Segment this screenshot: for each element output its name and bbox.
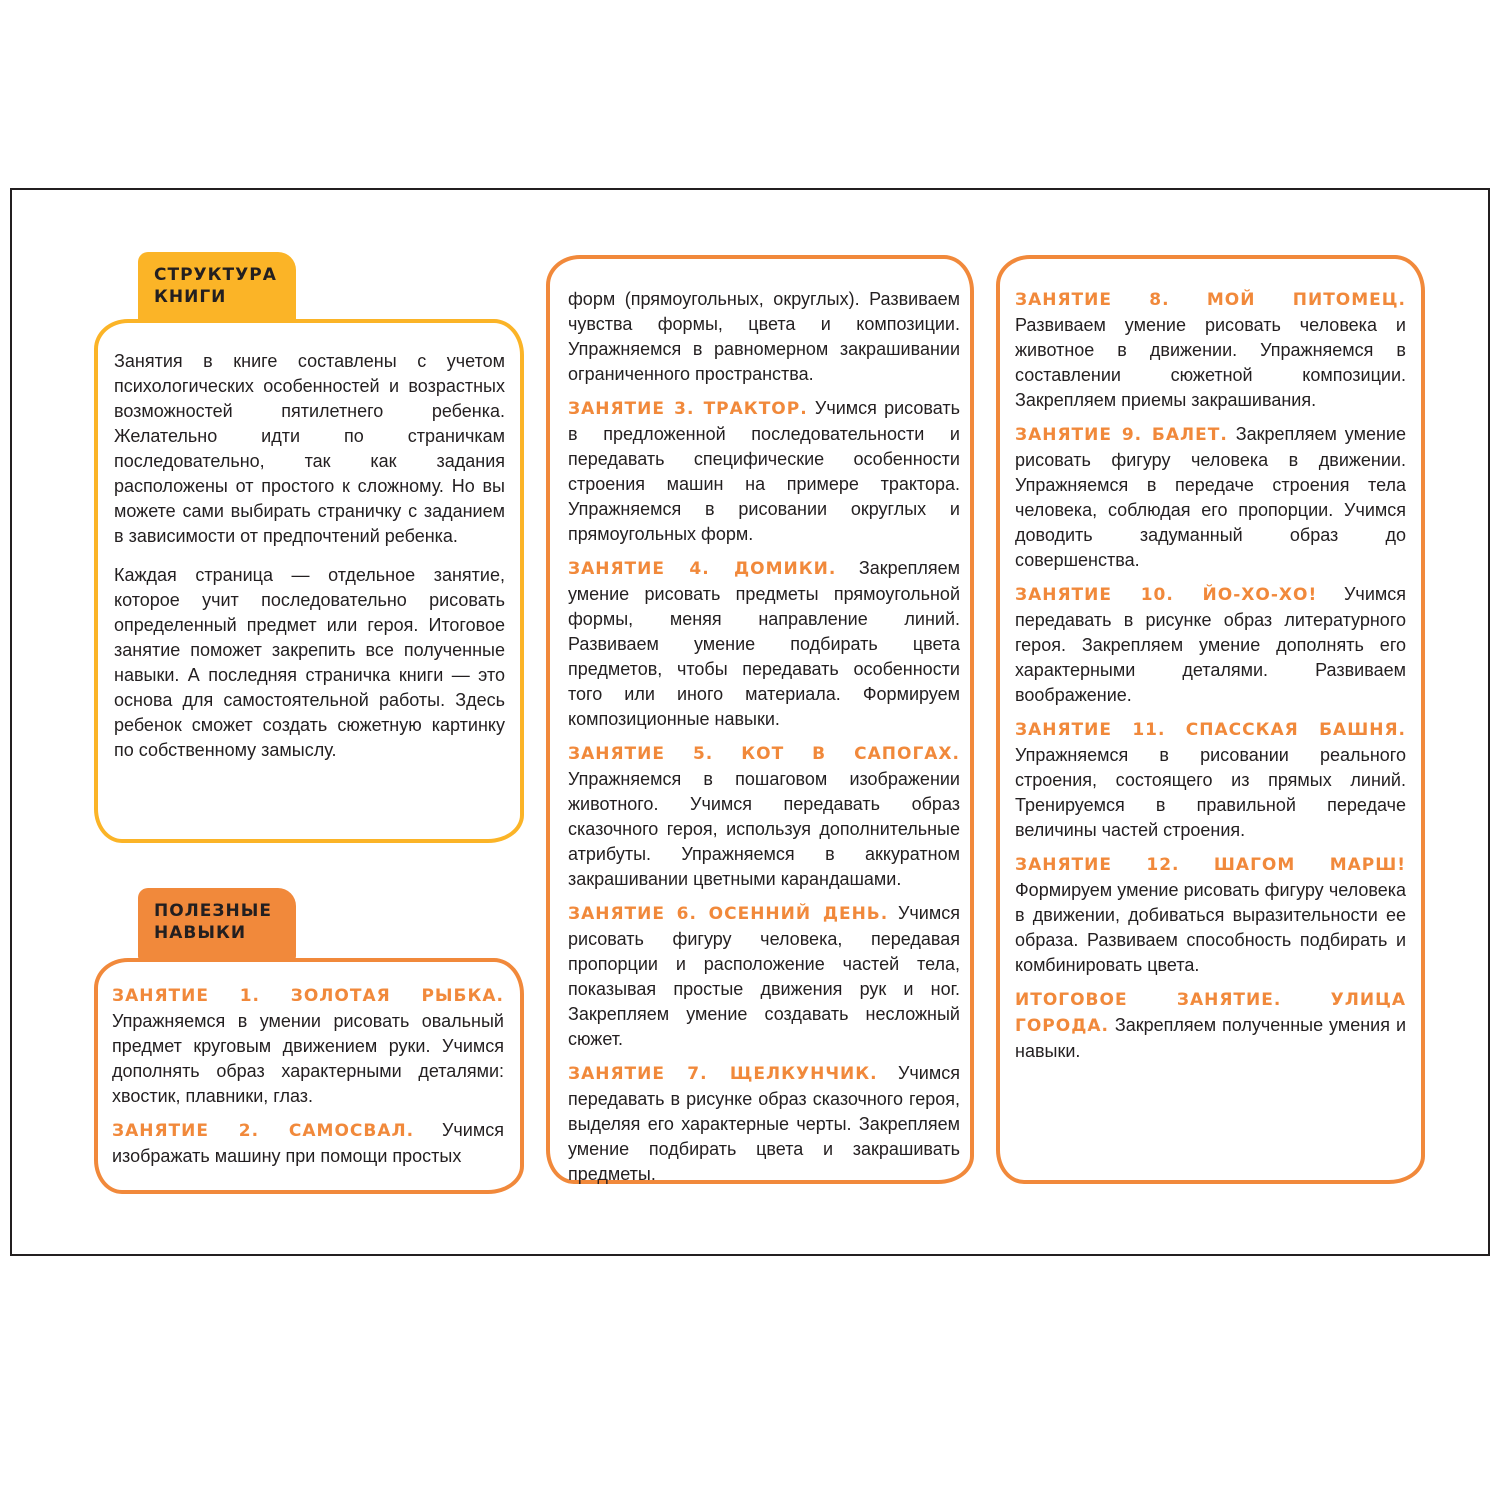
lesson-title: ИТОГОВОЕ ЗАНЯТИЕ. УЛИЦА ГОРОДА.	[1015, 990, 1406, 1036]
lesson-item	[568, 1061, 960, 1187]
lesson-item	[1015, 287, 1406, 413]
lesson-title: ЗАНЯТИЕ 2. САМОСВАЛ.	[112, 1121, 415, 1141]
lesson-description: Закрепляем умение рисовать фигуру человека в движении. Упражняемся в передаче строения тела человека, соблюдая его пропорции. Учимся доводить задуманный образ до совершенства.	[1015, 424, 1406, 570]
lesson-item	[568, 396, 960, 547]
skills-tab	[138, 888, 296, 962]
lesson-item	[568, 741, 960, 892]
lesson-item	[1015, 582, 1406, 708]
lesson-title: ЗАНЯТИЕ 5. КОТ В САПОГАХ.	[568, 744, 960, 764]
lesson-description: Упражняемся в умении рисовать овальный предмет круговым движением руки. Учимся дополнять образ характерными деталями: хвостик, плавники, глаз.	[112, 1011, 504, 1106]
structure-tab	[138, 252, 296, 326]
structure-tab-line2: КНИГИ	[154, 287, 227, 307]
lesson-description: Учимся передавать в рисунке образ литературного героя. Закрепляем умение дополнять его характерными деталями. Развиваем воображение.	[1015, 584, 1406, 705]
lesson-description: Учимся передавать в рисунке образ сказочного героя, выделяя его характерные черты. Закрепляем умение подбирать цвета и закрашивать предметы.	[568, 1063, 960, 1184]
structure-text	[114, 349, 505, 763]
lesson-title: ЗАНЯТИЕ 11. СПАССКАЯ БАШНЯ.	[1015, 720, 1406, 740]
lesson-item	[112, 1118, 504, 1169]
lesson-description: Развиваем умение рисовать человека и животное в движении. Упражняемся в составлении сюжетной композиции. Закрепляем приемы закрашивания.	[1015, 315, 1406, 410]
lesson-item	[1015, 987, 1406, 1064]
lesson-title: ЗАНЯТИЕ 8. МОЙ ПИТОМЕЦ.	[1015, 290, 1406, 310]
skills-text-left	[112, 983, 504, 1169]
structure-paragraph: Каждая страница — отдельное занятие, которое учит последовательно рисовать определенный предмет или героя. Итоговое занятие поможет закрепить все полученные навыки. А последняя страничка книги — это основа для самостоятельной работы. Здесь ребенок сможет создать сюжетную картинку по собственному замыслу.	[114, 565, 505, 760]
skills-text-right	[1015, 287, 1406, 1064]
lesson-description: Упражняемся в рисовании реального строения, состоящего из прямых линий. Тренируемся в правильной передаче величины частей строения.	[1015, 745, 1406, 840]
lesson-title: ЗАНЯТИЕ 4. ДОМИКИ.	[568, 559, 837, 579]
lesson-item	[568, 556, 960, 732]
lesson-title: ЗАНЯТИЕ 6. ОСЕННИЙ ДЕНЬ.	[568, 904, 889, 924]
lesson-item	[568, 287, 960, 387]
lesson-description: Закрепляем умение рисовать предметы прямоугольной формы, меняя направление линий. Развиваем умение подбирать цвета предметов, чтобы передавать особенности того или иного материала. Формируем композиционные навыки.	[568, 558, 960, 729]
lesson-description: Формируем умение рисовать фигуру человека в движении, добиваться выразительности ее образа. Развиваем способность подбирать и комбинировать цвета.	[1015, 880, 1406, 975]
structure-paragraph: Занятия в книге составлены с учетом психологических особенностей и возрастных возможностей пятилетнего ребенка. Желательно идти по страничкам последовательно, так как задания расположены от простого к сложному. Но вы можете сами выбирать страничку с заданием в зависимости от предпочтений ребенка.	[114, 351, 505, 546]
lesson-description: Учимся рисовать в предложенной последовательности и передавать специфические особенности строения машин на примере трактора. Упражняемся в рисовании округлых и прямоугольных форм.	[568, 398, 960, 544]
lesson-item	[1015, 852, 1406, 978]
lesson-title: ЗАНЯТИЕ 7. ЩЕЛКУНЧИК.	[568, 1064, 878, 1084]
structure-tab-line1: СТРУКТУРА	[154, 265, 277, 285]
lesson-title: ЗАНЯТИЕ 10. ЙО-ХО-ХО!	[1015, 585, 1318, 605]
lesson-description: Упражняемся в пошаговом изображении животного. Учимся передавать образ сказочного героя, используя дополнительные атрибуты. Упражняемся в аккуратном закрашивании цветными карандашами.	[568, 769, 960, 889]
lesson-item	[112, 983, 504, 1109]
lesson-item	[568, 901, 960, 1052]
lesson-description: Закрепляем полученные умения и навыки.	[1015, 1015, 1406, 1061]
lesson-title: ЗАНЯТИЕ 1. ЗОЛОТАЯ РЫБКА.	[112, 986, 504, 1006]
lesson-item	[1015, 717, 1406, 843]
skills-tab-line1: ПОЛЕЗНЫЕ	[154, 901, 272, 921]
lesson-title: ЗАНЯТИЕ 3. ТРАКТОР.	[568, 399, 808, 419]
lesson-item	[1015, 422, 1406, 573]
lesson-description: Учимся изображать машину при помощи простых	[112, 1120, 504, 1166]
lesson-title: ЗАНЯТИЕ 12. ШАГОМ МАРШ!	[1015, 855, 1406, 875]
lesson-description: форм (прямоугольных, округлых). Развиваем чувства формы, цвета и композиции. Упражняемся в равномерном закрашивании ограниченного пространства.	[568, 289, 960, 384]
skills-text-middle	[568, 287, 960, 1187]
lesson-description: Учимся рисовать фигуру человека, передавая пропорции и расположение частей тела, показывая простые движения рук и ног. Закрепляем умение создавать несложный сюжет.	[568, 903, 960, 1049]
skills-tab-line2: НАВЫКИ	[154, 923, 247, 943]
lesson-title: ЗАНЯТИЕ 9. БАЛЕТ.	[1015, 425, 1228, 445]
